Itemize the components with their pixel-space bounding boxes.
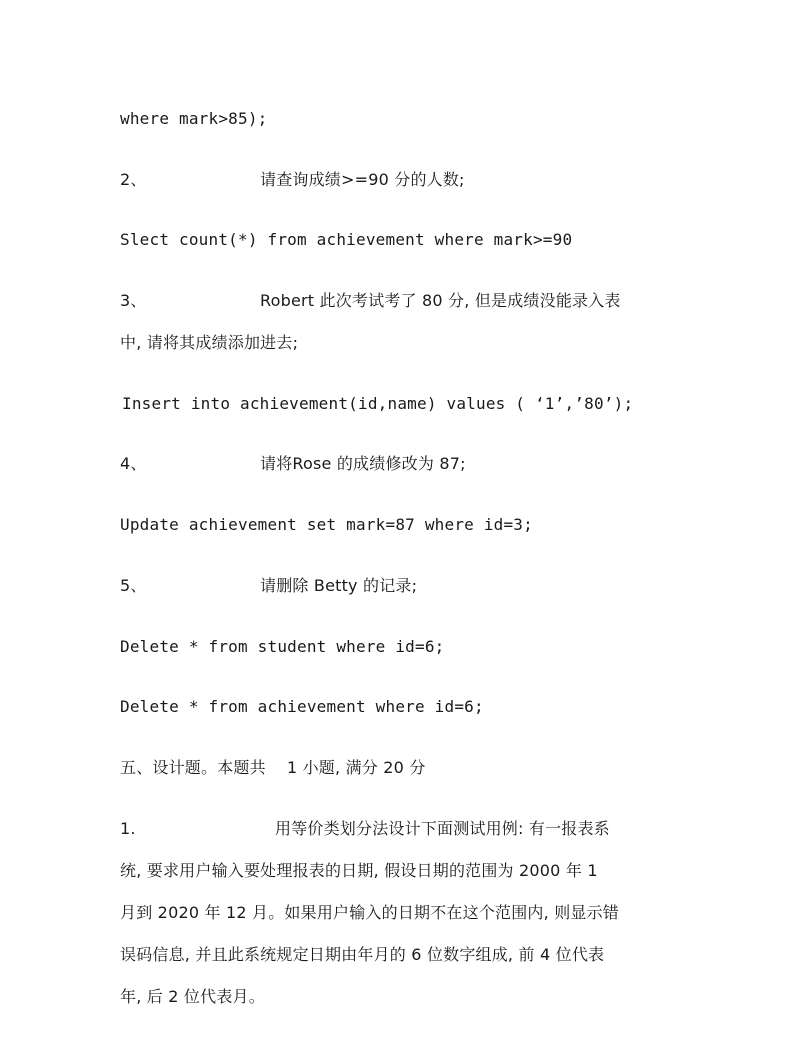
design-question-1-line-2: 统, 要求用户输入要处理报表的日期, 假设日期的范围为 2000 年 1 xyxy=(120,861,598,880)
question-4-text: 请将Rose 的成绩修改为 87; xyxy=(260,454,466,473)
design-question-1-number: 1. xyxy=(120,819,136,838)
question-3-text: Robert 此次考试考了 80 分, 但是成绩没能录入表 xyxy=(260,291,621,310)
question-3 xyxy=(120,290,621,312)
question-4-number: 4、 xyxy=(120,454,147,473)
section-5-heading: 五、设计题。本题共 1 小题, 满分 20 分 xyxy=(120,758,426,777)
answer-2: Slect count(*) from achievement where mark>=90 xyxy=(120,230,573,249)
question-5 xyxy=(120,575,417,597)
answer-4: Update achievement set mark=87 where id=3; xyxy=(120,515,533,534)
design-question-1-line-5: 年, 后 2 位代表月。 xyxy=(120,987,265,1006)
question-2-text: 请查询成绩>=90 分的人数; xyxy=(260,170,465,189)
question-5-text: 请删除 Betty 的记录; xyxy=(260,576,418,595)
answer-3: Insert into achievement(id,name) values ( ‘1’,’80’); xyxy=(122,394,634,413)
question-3-number: 3、 xyxy=(120,291,147,310)
design-question-1-line-3: 月到 2020 年 12 月。如果用户输入的日期不在这个范围内, 则显示错 xyxy=(120,903,619,922)
design-question-1-line-4: 误码信息, 并且此系统规定日期由年月的 6 位数字组成, 前 4 位代表 xyxy=(120,945,605,964)
design-question-1-text: 用等价类划分法设计下面测试用例: 有一报表系 xyxy=(275,819,610,838)
question-2 xyxy=(120,169,465,191)
answer-5-student: Delete * from student where id=6; xyxy=(120,637,445,656)
answer-5-achievement: Delete * from achievement where id=6; xyxy=(120,697,484,716)
question-3-continued: 中, 请将其成绩添加进去; xyxy=(120,333,299,352)
question-5-number: 5、 xyxy=(120,576,147,595)
code-line-where-mark: where mark>85); xyxy=(120,109,268,128)
question-2-number: 2、 xyxy=(120,170,147,189)
design-question-1 xyxy=(120,818,610,840)
question-4 xyxy=(120,453,466,475)
